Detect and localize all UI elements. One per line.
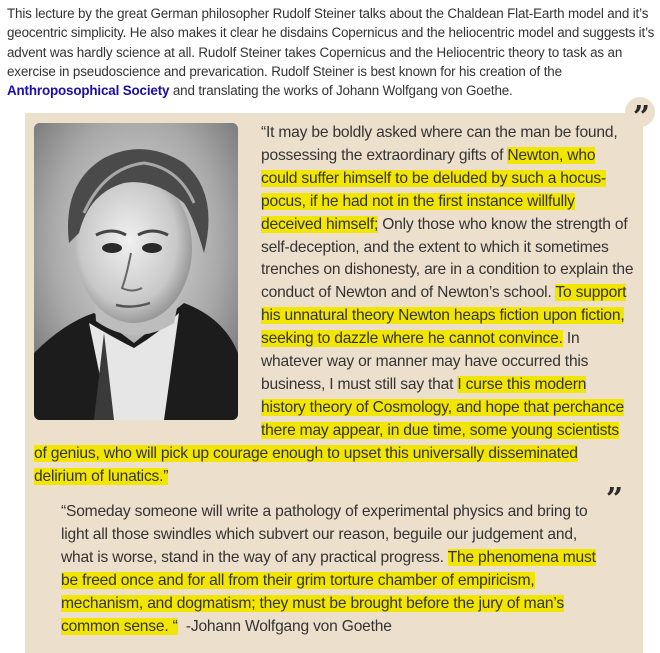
quote1-highlight: I curse this modern history theory of Cosmology, and hope that perchance there may appear, in due time, some young scientists of genius, who will pick up courage enough to upset this universally disseminated delirium of lunatics.” (34, 375, 624, 485)
intro-paragraph (7, 4, 657, 100)
quote-icon: ” (605, 482, 621, 517)
quote2-segment: “Someday someone will write a pathology of experimental physics and bring to light all those swindles which subvert our reason, beguile our judgement and, what is worse, stand in the way of any practical progress. (61, 503, 588, 566)
quote2-attribution: -Johann Wolfgang von Goethe (177, 617, 392, 635)
quote1-segment: “It may be boldly asked where can the man be found, possessing the extraordinary gifts of (261, 124, 618, 164)
intro-text-after: and translating the works of Johann Wolfgang von Goethe. (169, 83, 513, 99)
portrait-float-spacer (34, 122, 261, 423)
quote2-highlight: The phenomena must be freed once and for all from their grim torture chamber of empiricism, mechanism, and dogmatism; they must be brought before the jury of man’s common sense. “ (61, 548, 596, 635)
quote-icon: ” (625, 97, 655, 127)
goethe-quote-newton (34, 122, 634, 489)
anthroposophical-society-link[interactable]: Anthroposophical Society (7, 83, 170, 99)
goethe-quote-physics (61, 501, 601, 638)
quote1-segment: In whatever way or manner may have occurred this business, I must still say that (261, 330, 589, 393)
quote1-segment: Only those who know the strength of self-deception, and the extent to which it sometimes trenches on dishonesty, are in a condition to explain the conduct of Newton and of Newton’s school. (261, 215, 634, 302)
quote1-highlight: To support his unnatural theory Newton heaps fiction upon fiction, seeking to dazzle where he cannot convince. (261, 284, 627, 348)
quote1-highlight: Newton, who could suffer himself to be deluded by such a hocus-pocus, if he had not in the first instance willfully deceived himself; (261, 146, 606, 233)
intro-text-before: This lecture by the great German philosopher Rudolf Steiner talks about the Chaldean Flat-Earth model and it’s geocentric simplicity. He also makes it clear he disdains Copernicus and the heliocentric model and suggests it’s advent was hardly science at all. Rudolf Steiner takes Copernicus and the Heliocentric theory to task as an exercise in pseudoscience and prevarication. Rudolf Steiner is best known for his creation of the (7, 6, 655, 79)
